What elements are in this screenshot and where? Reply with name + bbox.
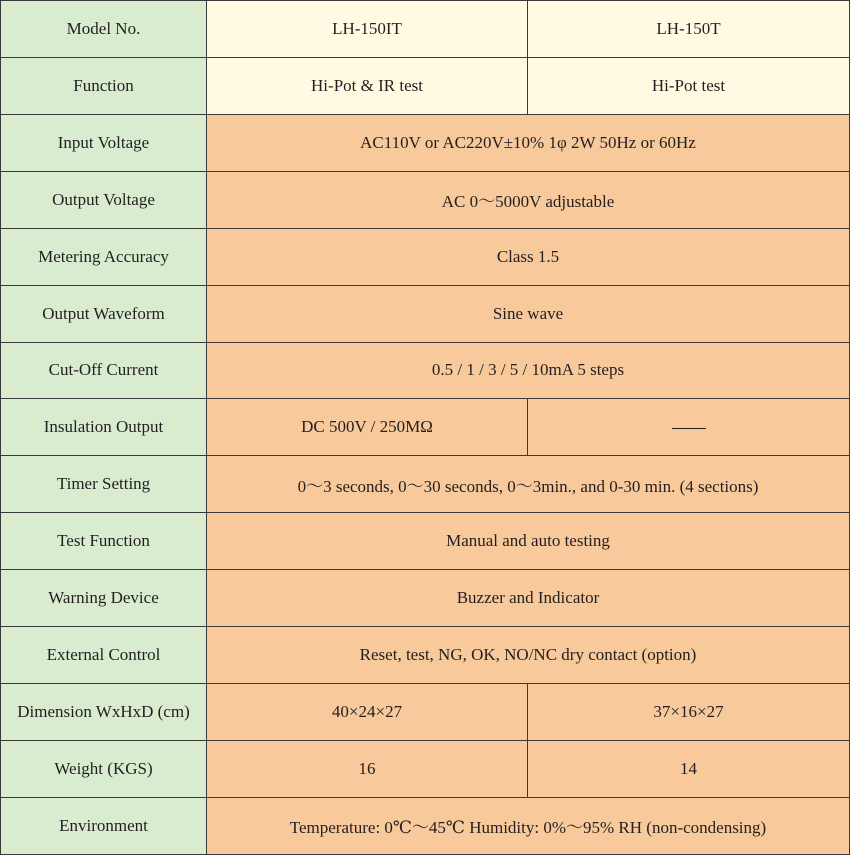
- row-output-voltage: [1, 171, 850, 228]
- row-metering-accuracy: [1, 228, 850, 285]
- row-external-control: [1, 627, 850, 684]
- label-input-voltage: Input Voltage: [1, 114, 207, 171]
- label-dimension: Dimension WxHxD (cm): [1, 684, 207, 741]
- row-function: [1, 57, 850, 114]
- label-external-control: External Control: [1, 627, 207, 684]
- value-external-control: Reset, test, NG, OK, NO/NC dry contact (option): [207, 627, 850, 684]
- function-lh150it: Hi-Pot & IR test: [207, 57, 528, 114]
- value-metering-accuracy: Class 1.5: [207, 228, 850, 285]
- function-lh150t: Hi-Pot test: [528, 57, 850, 114]
- row-input-voltage: [1, 114, 850, 171]
- value-timer-setting: 0～3 seconds, 0～30 seconds, 0～3min., and 0-30 min. (4 sections): [207, 456, 850, 513]
- label-metering-accuracy: Metering Accuracy: [1, 228, 207, 285]
- row-insulation-output: [1, 399, 850, 456]
- insulation-lh150t: [528, 399, 850, 456]
- value-output-voltage: AC 0～5000V adjustable: [207, 171, 850, 228]
- model-lh150it: LH-150IT: [207, 1, 528, 58]
- row-warning-device: [1, 570, 850, 627]
- label-warning-device: Warning Device: [1, 570, 207, 627]
- weight-lh150it: 16: [207, 740, 528, 797]
- insulation-lh150it: DC 500V / 250MΩ: [207, 399, 528, 456]
- label-weight: Weight (KGS): [1, 740, 207, 797]
- model-lh150t: LH-150T: [528, 1, 850, 58]
- row-environment: [1, 797, 850, 854]
- label-model-no: Model No.: [1, 1, 207, 58]
- label-environment: Environment: [1, 797, 207, 854]
- label-insulation-output: Insulation Output: [1, 399, 207, 456]
- label-output-waveform: Output Waveform: [1, 285, 207, 342]
- value-input-voltage: AC110V or AC220V±10% 1φ 2W 50Hz or 60Hz: [207, 114, 850, 171]
- row-timer-setting: [1, 456, 850, 513]
- label-timer-setting: Timer Setting: [1, 456, 207, 513]
- value-cut-off-current: 0.5 / 1 / 3 / 5 / 10mA 5 steps: [207, 342, 850, 399]
- row-test-function: [1, 513, 850, 570]
- weight-lh150t: 14: [528, 740, 850, 797]
- value-warning-device: Buzzer and Indicator: [207, 570, 850, 627]
- row-output-waveform: [1, 285, 850, 342]
- row-dimension: [1, 684, 850, 741]
- value-environment: Temperature: 0℃～45℃ Humidity: 0%～95% RH (non-condensing): [207, 797, 850, 854]
- row-model-no: [1, 1, 850, 58]
- label-test-function: Test Function: [1, 513, 207, 570]
- row-weight: [1, 740, 850, 797]
- not-applicable-dash: [672, 428, 706, 429]
- dimension-lh150t: 37×16×27: [528, 684, 850, 741]
- label-output-voltage: Output Voltage: [1, 171, 207, 228]
- row-cut-off-current: [1, 342, 850, 399]
- label-cut-off-current: Cut-Off Current: [1, 342, 207, 399]
- dimension-lh150it: 40×24×27: [207, 684, 528, 741]
- value-output-waveform: Sine wave: [207, 285, 850, 342]
- label-function: Function: [1, 57, 207, 114]
- value-test-function: Manual and auto testing: [207, 513, 850, 570]
